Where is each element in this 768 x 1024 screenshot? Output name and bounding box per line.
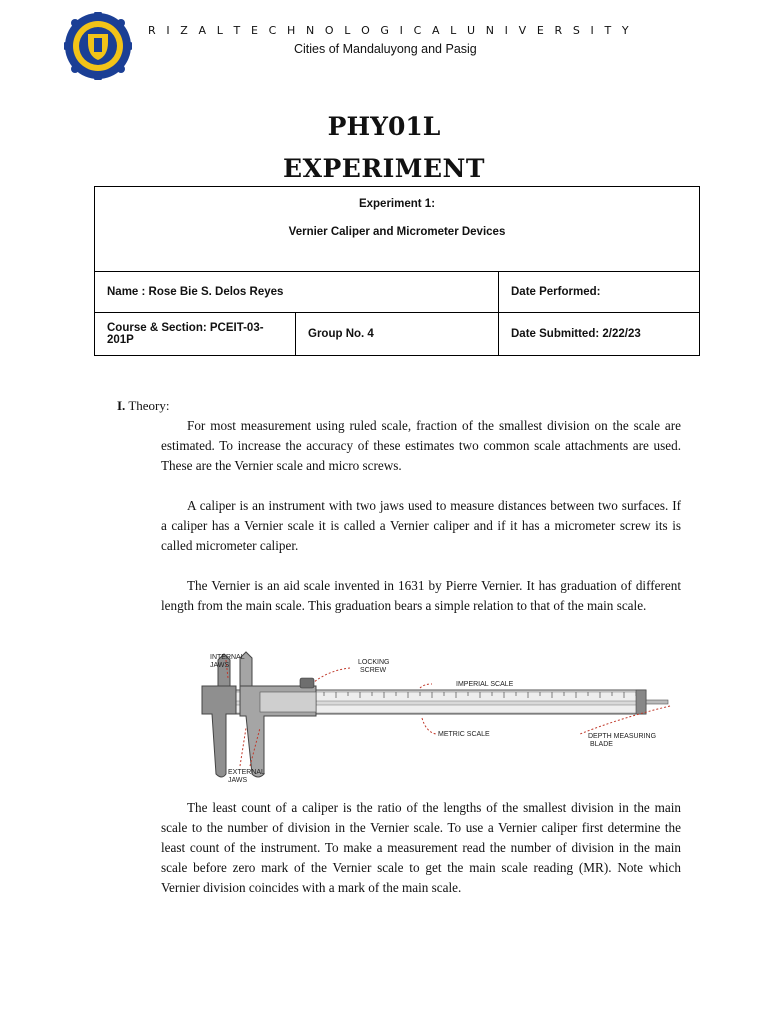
- label-external-jaws: EXTERNAL: [228, 769, 265, 776]
- theory-heading: [117, 398, 169, 414]
- university-logo: [64, 12, 132, 80]
- label-internal-jaws-2: JAWS: [210, 662, 230, 669]
- theory-paragraph-1: [161, 416, 681, 476]
- theory-paragraph-2-text: A caliper is an instrument with two jaws used to measure distances between two surfaces. If a caliper has a Vernier scale it is called a Vernier caliper and if it has a micrometer screw its is called micrometer caliper.: [161, 498, 681, 553]
- course-code: PHY01L: [327, 112, 441, 141]
- date-performed: Date Performed:: [499, 272, 700, 313]
- label-internal-jaws: INTERNAL: [210, 654, 245, 661]
- document-title: EXPERIMENT: [283, 154, 485, 183]
- label-depth-blade-2: BLADE: [590, 741, 613, 748]
- label-locking-screw: LOCKING: [358, 659, 390, 666]
- label-locking-screw-2: SCREW: [360, 667, 387, 674]
- university-cities: Cities of Mandaluyong and Pasig: [294, 42, 477, 56]
- experiment-label: Experiment 1:: [358, 198, 436, 210]
- experiment-cell: [95, 187, 700, 272]
- course-section: Course & Section: PCEIT-03-201P: [95, 313, 296, 356]
- label-metric-scale: METRIC SCALE: [438, 731, 490, 738]
- theory-paragraph-2: [161, 496, 681, 556]
- date-submitted: Date Submitted: 2/22/23: [499, 313, 700, 356]
- theory-paragraph-4-text: The least count of a caliper is the ratio of the lengths of the smallest division in the main scale to the number of division in the Vernier scale. To use a Vernier caliper first determine the least count of the instrument. To make a measurement read the number of division in the main scale before zero mark of the Vernier scale to get the main scale reading (MR). Note which Vernier division coincides with a mark of the main scale.: [161, 800, 681, 895]
- group-number: Group No. 4: [296, 313, 499, 356]
- theory-paragraph-3-text: The Vernier is an aid scale invented in 1631 by Pierre Vernier. It has graduation of different length from the main scale. This graduation bears a simple relation to that of the main scale.: [161, 578, 681, 613]
- experiment-title: Vernier Caliper and Micrometer Devices: [288, 226, 506, 238]
- vernier-caliper-figure: [200, 648, 674, 786]
- theory-heading-text: Theory:: [128, 398, 170, 413]
- university-name: R I Z A L T E C H N O L O G I C A L U N I V E R S I T Y: [148, 24, 633, 37]
- page-header: [0, 0, 768, 90]
- experiment-info-table: [94, 186, 700, 356]
- theory-paragraph-3: [161, 576, 681, 616]
- label-imperial-scale: IMPERIAL SCALE: [456, 681, 514, 688]
- label-depth-blade: DEPTH MEASURING: [588, 733, 657, 740]
- student-name: Name : Rose Bie S. Delos Reyes: [95, 272, 499, 313]
- theory-paragraph-4: [161, 798, 681, 898]
- theory-paragraph-1-text: For most measurement using ruled scale, fraction of the smallest division on the scale are estimated. To increase the accuracy of these estimates two common scale attachments are used. These are the Vernier scale and micro screws.: [161, 418, 681, 473]
- label-external-jaws-2: JAWS: [228, 777, 248, 784]
- theory-heading-number: I.: [117, 398, 126, 413]
